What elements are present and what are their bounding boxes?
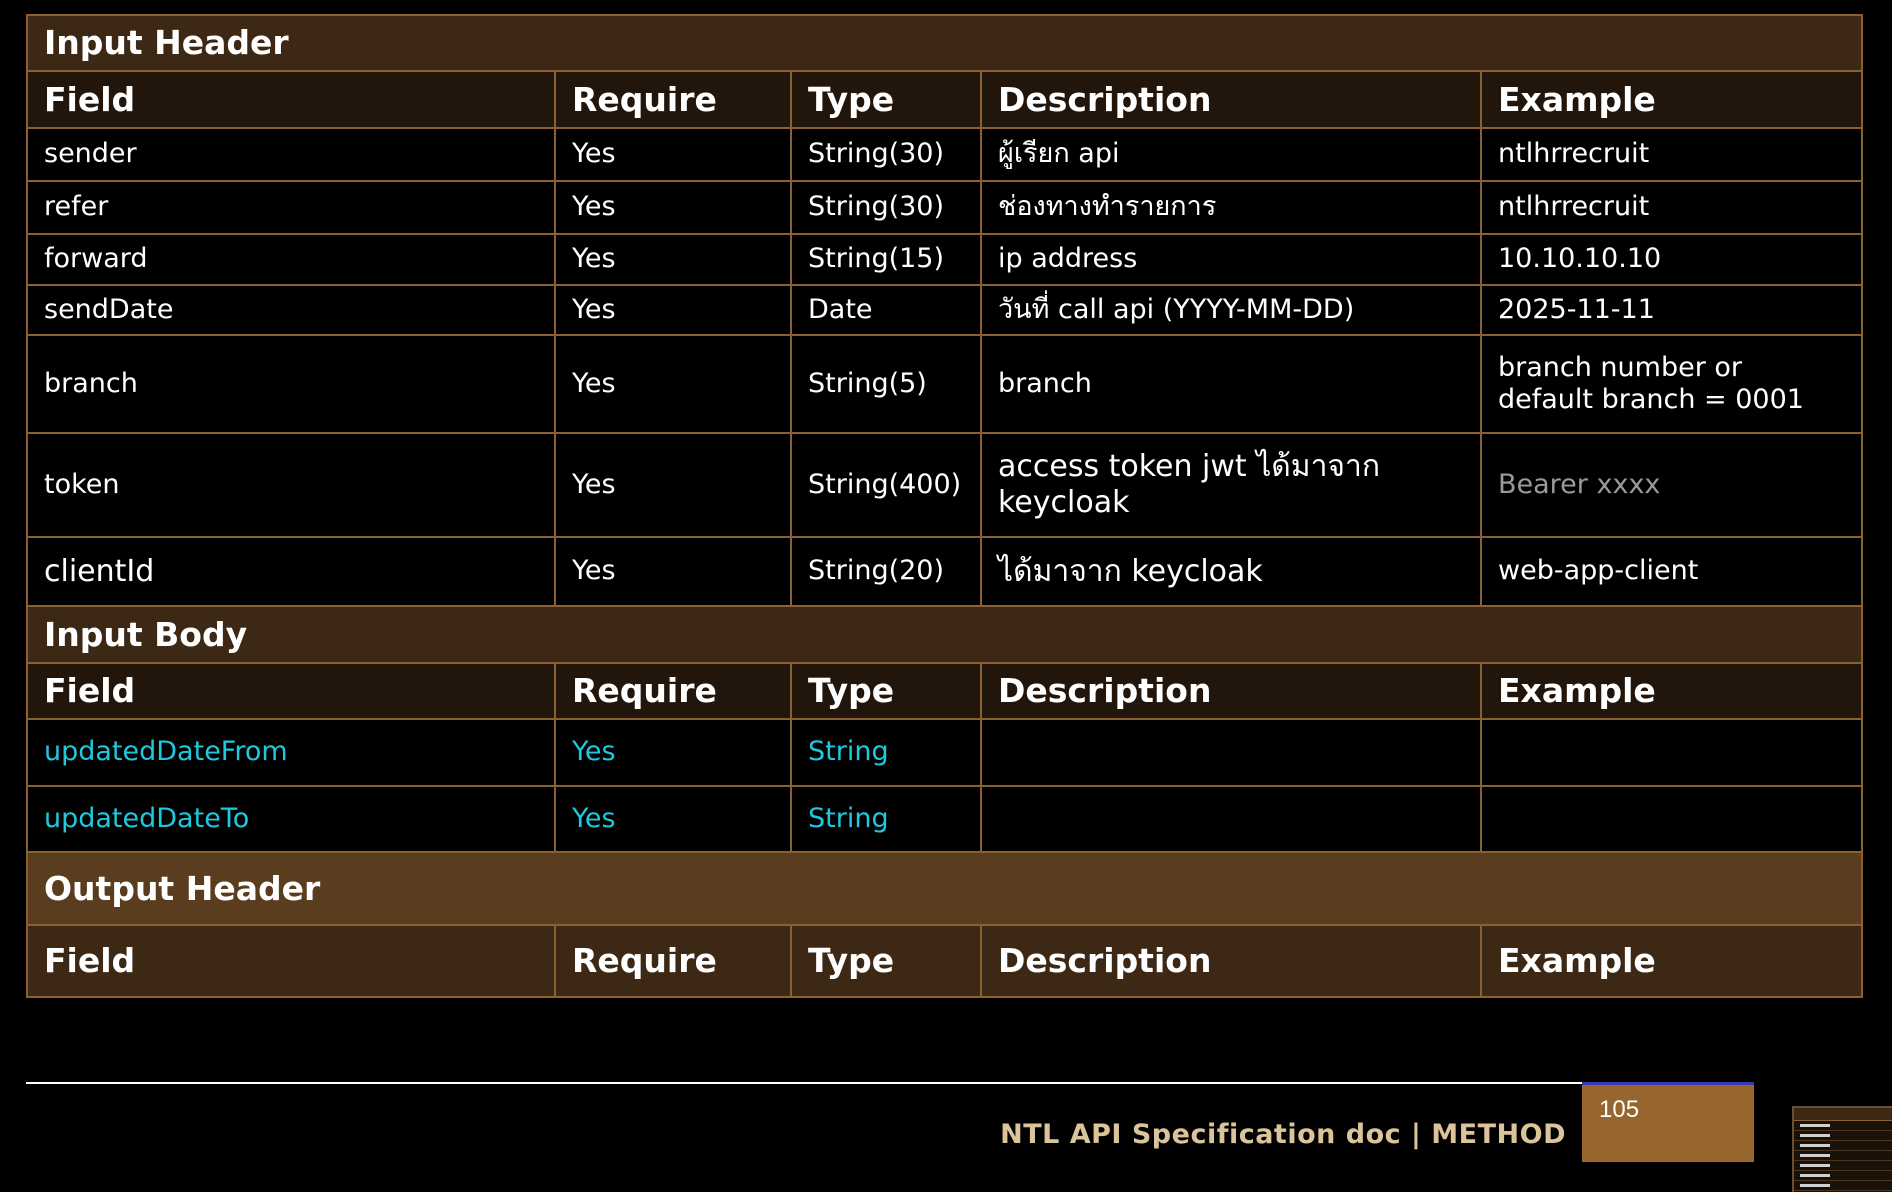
column-header-field: Field	[27, 925, 555, 997]
thumbnail-line	[1794, 1141, 1892, 1151]
footer-divider	[26, 1082, 1582, 1084]
field-cell: updatedDateFrom	[27, 719, 555, 786]
field-cell: refer	[27, 181, 555, 234]
require-cell: Yes	[555, 181, 791, 234]
column-header-row	[27, 663, 1862, 719]
type-cell: String(20)	[791, 537, 981, 606]
column-header-require: Require	[555, 925, 791, 997]
column-header-type: Type	[791, 925, 981, 997]
slide-thumbnail[interactable]	[1792, 1106, 1892, 1192]
column-header-description: Description	[981, 663, 1481, 719]
description-cell: ได้มาจาก keycloak	[981, 537, 1481, 606]
type-cell: String(400)	[791, 433, 981, 537]
section-input-header	[27, 15, 1862, 71]
require-cell: Yes	[555, 285, 791, 335]
require-cell: Yes	[555, 433, 791, 537]
example-cell: ntlhrrecruit	[1481, 181, 1862, 234]
section-output-header	[27, 852, 1862, 925]
example-cell	[1481, 786, 1862, 852]
example-cell	[1481, 719, 1862, 786]
require-cell: Yes	[555, 786, 791, 852]
field-cell: clientId	[27, 537, 555, 606]
table-row	[27, 285, 1862, 335]
thumbnail-line	[1794, 1131, 1892, 1141]
column-header-type: Type	[791, 71, 981, 128]
description-cell	[981, 786, 1481, 852]
description-cell: วันที่ call api (YYYY-MM-DD)	[981, 285, 1481, 335]
type-cell: String	[791, 786, 981, 852]
page-number: 105	[1599, 1096, 1640, 1123]
table-row	[27, 181, 1862, 234]
thumbnail-line	[1794, 1161, 1892, 1171]
column-header-example: Example	[1481, 71, 1862, 128]
require-cell: Yes	[555, 128, 791, 181]
column-header-row	[27, 925, 1862, 997]
description-cell: ช่องทางทำรายการ	[981, 181, 1481, 234]
require-cell: Yes	[555, 719, 791, 786]
column-header-field: Field	[27, 663, 555, 719]
column-header-description: Description	[981, 925, 1481, 997]
column-header-require: Require	[555, 71, 791, 128]
column-header-example: Example	[1481, 663, 1862, 719]
table-row	[27, 537, 1862, 606]
example-cell: 2025-11-11	[1481, 285, 1862, 335]
field-cell: forward	[27, 234, 555, 285]
column-header-row	[27, 71, 1862, 128]
description-cell: ผู้เรียก api	[981, 128, 1481, 181]
table-row	[27, 719, 1862, 786]
require-cell: Yes	[555, 234, 791, 285]
column-header-field: Field	[27, 71, 555, 128]
example-cell: ntlhrrecruit	[1481, 128, 1862, 181]
require-cell: Yes	[555, 335, 791, 433]
field-cell: sender	[27, 128, 555, 181]
thumbnail-line	[1794, 1181, 1892, 1191]
field-cell: sendDate	[27, 285, 555, 335]
example-cell: web-app-client	[1481, 537, 1862, 606]
api-spec-table	[26, 14, 1863, 998]
section-title: Output Header	[27, 852, 1862, 925]
description-cell: branch	[981, 335, 1481, 433]
require-cell: Yes	[555, 537, 791, 606]
type-cell: String	[791, 719, 981, 786]
table-row	[27, 786, 1862, 852]
description-cell	[981, 719, 1481, 786]
type-cell: String(30)	[791, 128, 981, 181]
type-cell: String(5)	[791, 335, 981, 433]
table-row	[27, 128, 1862, 181]
example-cell: branch number or default branch = 0001	[1481, 335, 1862, 433]
section-title: Input Header	[27, 15, 1862, 71]
type-cell: String(30)	[791, 181, 981, 234]
footer-doc-title: NTL API Specification doc | METHOD	[1000, 1119, 1566, 1150]
thumbnail-line	[1794, 1171, 1892, 1181]
field-cell: branch	[27, 335, 555, 433]
example-cell: Bearer xxxx	[1481, 433, 1862, 537]
column-header-type: Type	[791, 663, 981, 719]
page-number-box	[1582, 1082, 1754, 1162]
type-cell: String(15)	[791, 234, 981, 285]
column-header-description: Description	[981, 71, 1481, 128]
table-row	[27, 234, 1862, 285]
section-input-body	[27, 606, 1862, 663]
column-header-require: Require	[555, 663, 791, 719]
description-cell: access token jwt ได้มาจาก keycloak	[981, 433, 1481, 537]
section-title: Input Body	[27, 606, 1862, 663]
field-cell: token	[27, 433, 555, 537]
example-cell: 10.10.10.10	[1481, 234, 1862, 285]
thumbnail-line	[1794, 1121, 1892, 1131]
type-cell: Date	[791, 285, 981, 335]
column-header-example: Example	[1481, 925, 1862, 997]
thumbnail-line	[1794, 1151, 1892, 1161]
table-row	[27, 335, 1862, 433]
thumbnail-header	[1794, 1108, 1892, 1121]
table-row	[27, 433, 1862, 537]
field-cell: updatedDateTo	[27, 786, 555, 852]
description-cell: ip address	[981, 234, 1481, 285]
